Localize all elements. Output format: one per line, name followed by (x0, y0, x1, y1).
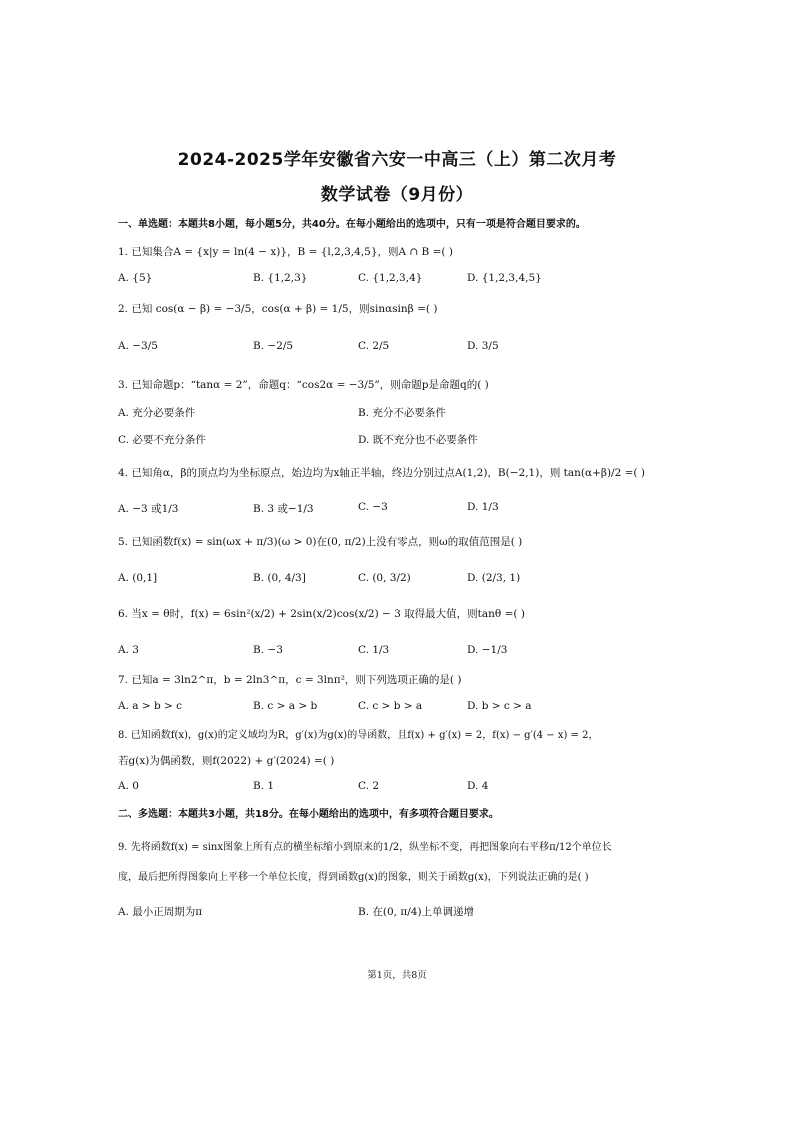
question-8-option-d: D. 4 (467, 780, 489, 792)
question-8-option-a: A. 0 (118, 780, 139, 792)
question-5-option-c: C. (0, 3/2) (358, 572, 411, 584)
question-9-option-b: B. 在(0, π/4)上单调递增 (358, 906, 475, 918)
question-2-option-b: B. −2/5 (253, 340, 294, 352)
question-6-option-a: A. 3 (118, 644, 139, 656)
question-5-stem: 5. 已知函数f(x) = sin(ωx + π/3)(ω > 0)在(0, π/2)上没有零点，则ω的取值范围是( ) (118, 536, 523, 548)
section-single-choice: 一、单选题：本题共8小题，每小题5分，共40分。在每小题给出的选项中，只有一项是符合题目要求的。 (118, 219, 586, 230)
question-1-option-c: C. {1,2,3,4} (358, 272, 423, 284)
question-1-option-b: B. {1,2,3} (253, 272, 308, 284)
question-1-option-d: D. {1,2,3,4,5} (467, 272, 542, 284)
question-7-stem: 7. 已知a = 3ln2^π，b = 2ln3^π，c = 3lnπ²，则下列选项正确的是( ) (118, 674, 462, 686)
question-3-option-d: D. 既不充分也不必要条件 (358, 434, 478, 446)
question-8-option-b: B. 1 (253, 780, 275, 792)
question-2-option-d: D. 3/5 (467, 340, 499, 352)
question-6-option-b: B. −3 (253, 644, 283, 656)
question-3-option-c: C. 必要不充分条件 (118, 434, 206, 446)
question-4-option-d: D. 1/3 (467, 501, 499, 513)
question-4-option-b: B. 3 或−1/3 (253, 503, 314, 515)
question-7-option-b: B. c > a > b (253, 700, 318, 712)
question-5-option-a: A. (0,1] (118, 572, 158, 584)
question-2-option-a: A. −3/5 (118, 340, 158, 352)
question-5-option-d: D. (2/3, 1) (467, 572, 521, 584)
question-2-option-c: C. 2/5 (358, 340, 390, 352)
question-8-stem: 8. 已知函数f(x)，g(x)的定义域均为R，g′(x)为g(x)的导函数，且f(x) + g′(x) = 2，f(x) − g′(4 − x) = 2， (118, 730, 599, 741)
question-1-option-a: A. {5} (118, 272, 153, 284)
question-9-stem: 9. 先将函数f(x) = sinx图象上所有点的横坐标缩小到原来的1/2，纵坐标不变，再把图象向右平移π/12个单位长 (118, 842, 612, 853)
question-3-option-a: A. 充分必要条件 (118, 407, 196, 419)
question-8-stem-continued: 若g(x)为偶函数，则f(2022) + g′(2024) =( ) (118, 755, 335, 767)
section-multiple-choice: 二、多选题：本题共3小题，共18分。在每小题给出的选项中，有多项符合题目要求。 (118, 809, 499, 820)
exam-subtitle: 数学试卷（9月份） (320, 185, 474, 205)
question-7-option-a: A. a > b > c (118, 700, 183, 712)
question-4-option-c: C. −3 (358, 501, 388, 513)
question-6-option-c: C. 1/3 (358, 644, 390, 656)
question-9-stem-continued: 度，最后把所得图象向上平移一个单位长度，得到函数g(x)的图象，则关于函数g(x)，下列说法正确的是( ) (118, 872, 589, 883)
question-8-option-c: C. 2 (358, 780, 380, 792)
question-7-option-d: D. b > c > a (467, 700, 532, 712)
question-4-stem: 4. 已知角α，β的顶点均为坐标原点，始边均为x轴正半轴，终边分别过点A(1,2)，B(−2,1)，则 tan(α+β)/2 =( ) (118, 467, 645, 479)
question-1-stem: 1. 已知集合A = {x|y = ln(4 − x)}，B = {l,2,3,4,5}，则A ∩ B =( ) (118, 246, 453, 258)
question-5-option-b: B. (0, 4/3] (253, 572, 306, 584)
question-4-option-a: A. −3 或1/3 (118, 503, 179, 515)
question-3-option-b: B. 充分不必要条件 (358, 407, 446, 419)
question-2-stem: 2. 已知 cos(α − β) = −3/5，cos(α + β) = 1/5，则sinαsinβ =( ) (118, 303, 438, 315)
question-7-option-c: C. c > b > a (358, 700, 423, 712)
exam-title: 2024-2025学年安徽省六安一中高三（上）第二次月考 (177, 150, 617, 170)
page-footer: 第1页，共8页 (367, 970, 427, 981)
question-3-stem: 3. 已知命题p：“tanα = 2”，命题q：“cos2α = −3/5”，则命题p是命题q的( ) (118, 379, 489, 391)
question-6-stem: 6. 当x = θ时，f(x) = 6sin²(x/2) + 2sin(x/2)cos(x/2) − 3 取得最大值，则tanθ =( ) (118, 608, 525, 620)
question-9-option-a: A. 最小正周期为π (118, 906, 203, 918)
question-6-option-d: D. −1/3 (467, 644, 508, 656)
